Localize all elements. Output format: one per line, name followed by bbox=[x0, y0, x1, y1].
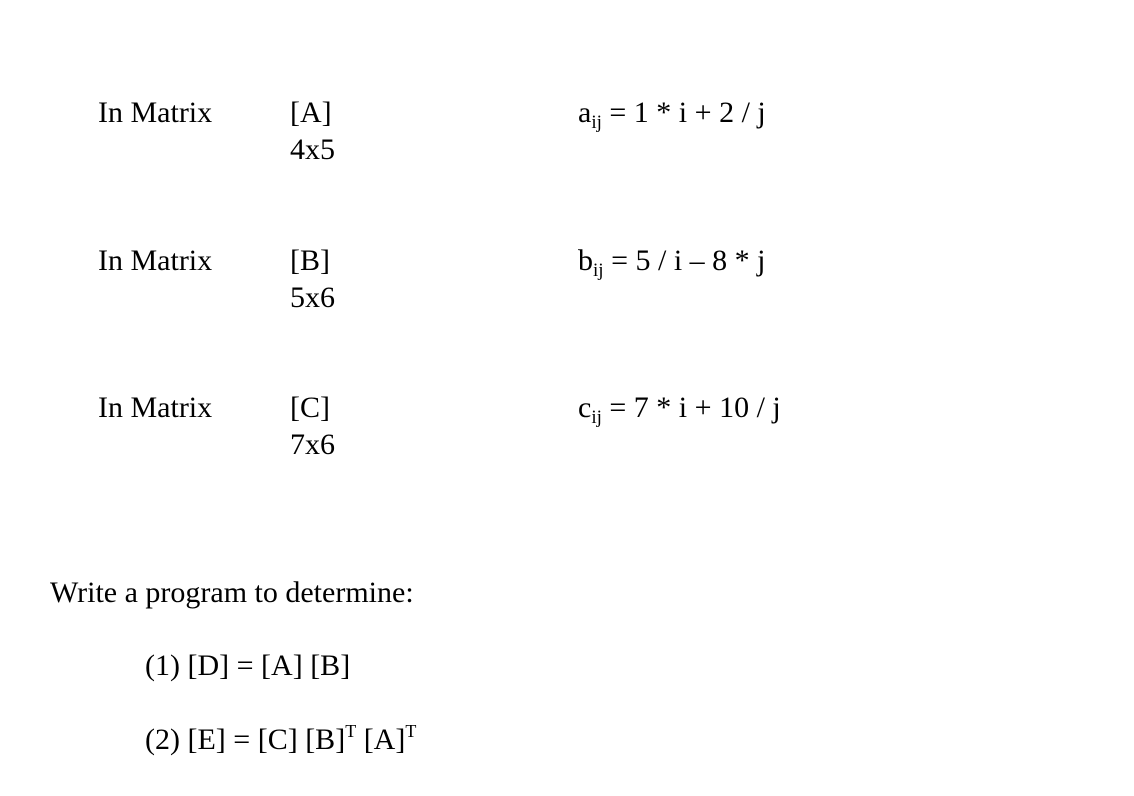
formula-variable: c bbox=[578, 391, 592, 424]
formula-variable: a bbox=[578, 96, 592, 129]
matrix-b-name: [B] bbox=[290, 244, 330, 277]
matrix-a-formula bbox=[578, 95, 766, 135]
matrix-b-dimensions: 5x6 bbox=[290, 281, 335, 314]
matrix-b-formula bbox=[578, 243, 766, 283]
formula-subscript: ij bbox=[593, 260, 604, 281]
formula-expression: = 5 / i – 8 * j bbox=[603, 244, 766, 277]
matrix-c-dimensions: 7x6 bbox=[290, 428, 335, 461]
task-1: (1) [D] = [A] [B] bbox=[145, 649, 351, 682]
matrix-c-label: In Matrix bbox=[98, 391, 213, 424]
task-2-part2: [A] bbox=[356, 723, 406, 756]
formula-subscript: ij bbox=[591, 407, 602, 428]
matrix-a-label: In Matrix bbox=[98, 96, 213, 129]
formula-variable: b bbox=[578, 244, 593, 277]
matrix-c-formula bbox=[578, 390, 781, 430]
transpose-superscript: T bbox=[345, 721, 357, 741]
matrix-b-label: In Matrix bbox=[98, 244, 213, 277]
task-2-part1: (2) [E] = [C] [B] bbox=[145, 723, 346, 756]
program-prompt: Write a program to determine: bbox=[50, 576, 414, 609]
matrix-a-dimensions: 4x5 bbox=[290, 133, 335, 166]
formula-expression: = 7 * i + 10 / j bbox=[601, 391, 781, 424]
matrix-c-name: [C] bbox=[290, 391, 330, 424]
formula-expression: = 1 * i + 2 / j bbox=[601, 96, 766, 129]
task-2 bbox=[145, 722, 416, 761]
matrix-a-name: [A] bbox=[290, 96, 332, 129]
formula-subscript: ij bbox=[591, 112, 602, 133]
transpose-superscript: T bbox=[405, 721, 417, 741]
